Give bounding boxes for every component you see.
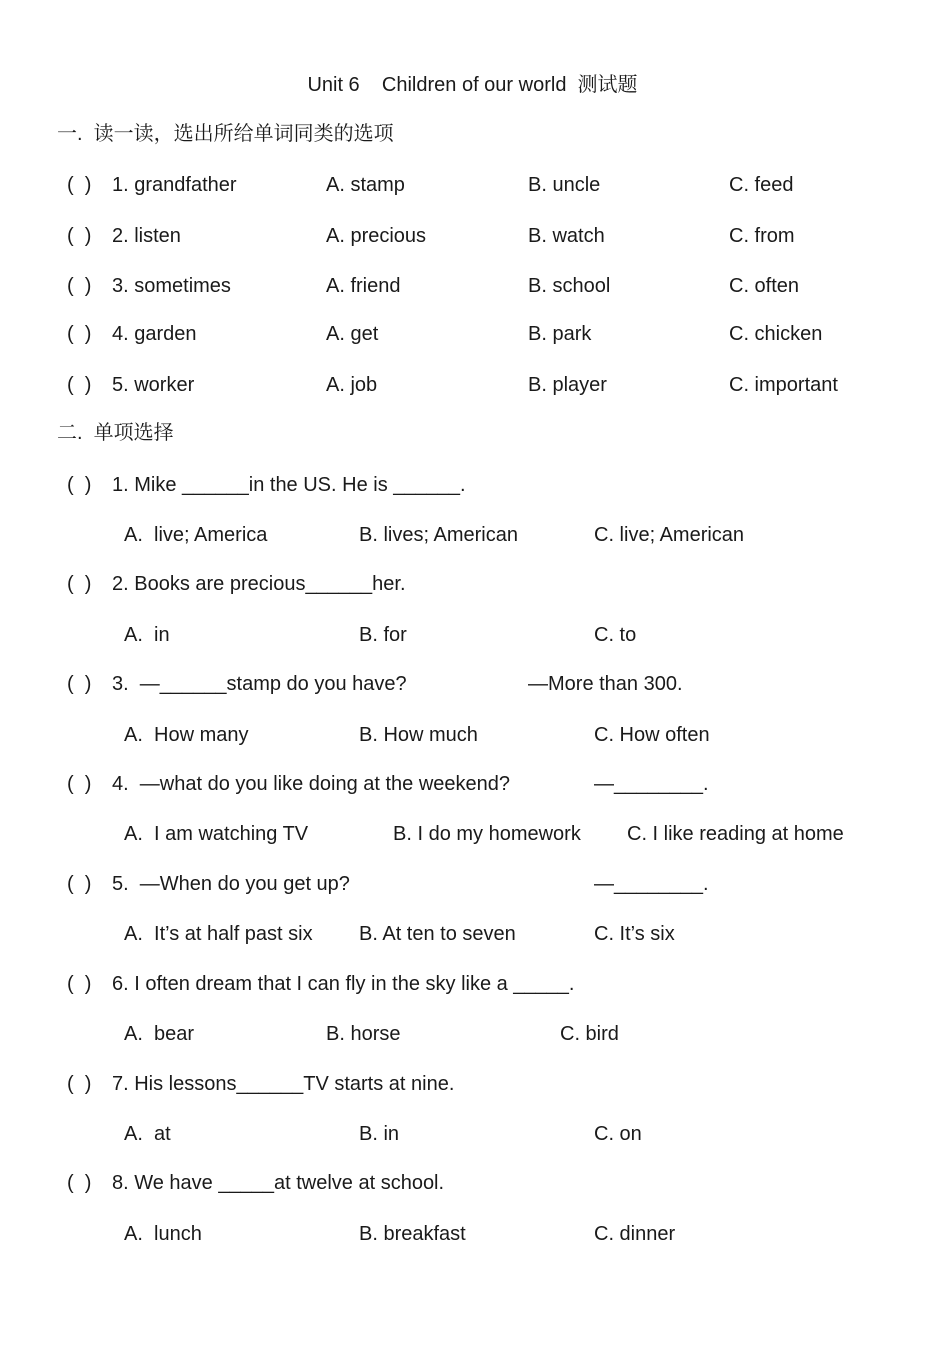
option-c: C. from [729, 225, 795, 247]
option-a: A. at [124, 1123, 171, 1145]
option-c: C. important [729, 374, 838, 396]
option-a: A. It’s at half past six [124, 923, 313, 945]
answer-paren[interactable]: ( ) [67, 873, 92, 895]
option-c: C. dinner [594, 1223, 676, 1245]
option-a: A. stamp [326, 174, 405, 196]
answer-paren[interactable]: ( ) [67, 225, 92, 247]
option-c: C. How often [594, 724, 710, 746]
reply-text: —________. [594, 873, 709, 895]
section-2-heading: 二. 单项选择 [57, 422, 174, 444]
question-text: 1. Mike ______in the US. He is ______. [112, 474, 466, 496]
item-word: 5. worker [112, 374, 195, 396]
option-c: C. on [594, 1123, 642, 1145]
option-a: A. bear [124, 1023, 195, 1045]
question-text: 8. We have _____at twelve at school. [112, 1172, 445, 1194]
answer-paren[interactable]: ( ) [67, 323, 92, 345]
section-1-heading: 一. 读一读，选出所给单词同类的选项 [57, 123, 394, 145]
option-a: A. job [326, 374, 378, 396]
question-text: 3. —______stamp do you have? [112, 673, 407, 695]
question-text: 7. His lessons______TV starts at nine. [112, 1073, 455, 1095]
answer-paren[interactable]: ( ) [67, 174, 92, 196]
option-b: B. for [359, 624, 407, 646]
option-a: A. How many [124, 724, 249, 746]
option-a: A. get [326, 323, 379, 345]
option-b: B. At ten to seven [359, 923, 516, 945]
item-word: 4. garden [112, 323, 197, 345]
answer-paren[interactable]: ( ) [67, 1172, 92, 1194]
answer-paren[interactable]: ( ) [67, 474, 92, 496]
option-c: C. live; American [594, 524, 745, 546]
option-b: B. horse [326, 1023, 401, 1045]
option-b: B. watch [528, 225, 605, 247]
option-c: C. feed [729, 174, 794, 196]
option-c: C. to [594, 624, 637, 646]
answer-paren[interactable]: ( ) [67, 973, 92, 995]
question-text: 2. Books are precious______her. [112, 573, 406, 595]
answer-paren[interactable]: ( ) [67, 573, 92, 595]
option-b: B. How much [359, 724, 478, 746]
option-b: B. school [528, 275, 611, 297]
option-c: C. often [729, 275, 800, 297]
question-text: 5. —When do you get up? [112, 873, 350, 895]
option-b: B. lives; American [359, 524, 518, 546]
option-a: A. friend [326, 275, 401, 297]
option-a: A. precious [326, 225, 427, 247]
option-c: C. bird [560, 1023, 619, 1045]
option-b: B. in [359, 1123, 400, 1145]
page-title: Unit 6 Children of our world 测试题 [307, 74, 638, 96]
option-a: A. lunch [124, 1223, 202, 1245]
option-c: C. chicken [729, 323, 823, 345]
question-text: 6. I often dream that I can fly in the sky like a _____. [112, 973, 575, 995]
item-word: 3. sometimes [112, 275, 231, 297]
option-c: C. It’s six [594, 923, 675, 945]
option-b: B. uncle [528, 174, 601, 196]
answer-paren[interactable]: ( ) [67, 673, 92, 695]
question-text: 4. —what do you like doing at the weekend? [112, 773, 511, 795]
option-b: B. park [528, 323, 592, 345]
answer-paren[interactable]: ( ) [67, 275, 92, 297]
answer-paren[interactable]: ( ) [67, 374, 92, 396]
item-word: 2. listen [112, 225, 181, 247]
option-a: A. in [124, 624, 170, 646]
reply-text: —More than 300. [528, 673, 683, 695]
option-b: B. player [528, 374, 607, 396]
answer-paren[interactable]: ( ) [67, 773, 92, 795]
option-a: A. live; America [124, 524, 268, 546]
answer-paren[interactable]: ( ) [67, 1073, 92, 1095]
option-b: B. breakfast [359, 1223, 466, 1245]
option-c: C. I like reading at home [627, 823, 844, 845]
option-a: A. I am watching TV [124, 823, 309, 845]
option-b: B. I do my homework [393, 823, 581, 845]
reply-text: —________. [594, 773, 709, 795]
item-word: 1. grandfather [112, 174, 237, 196]
